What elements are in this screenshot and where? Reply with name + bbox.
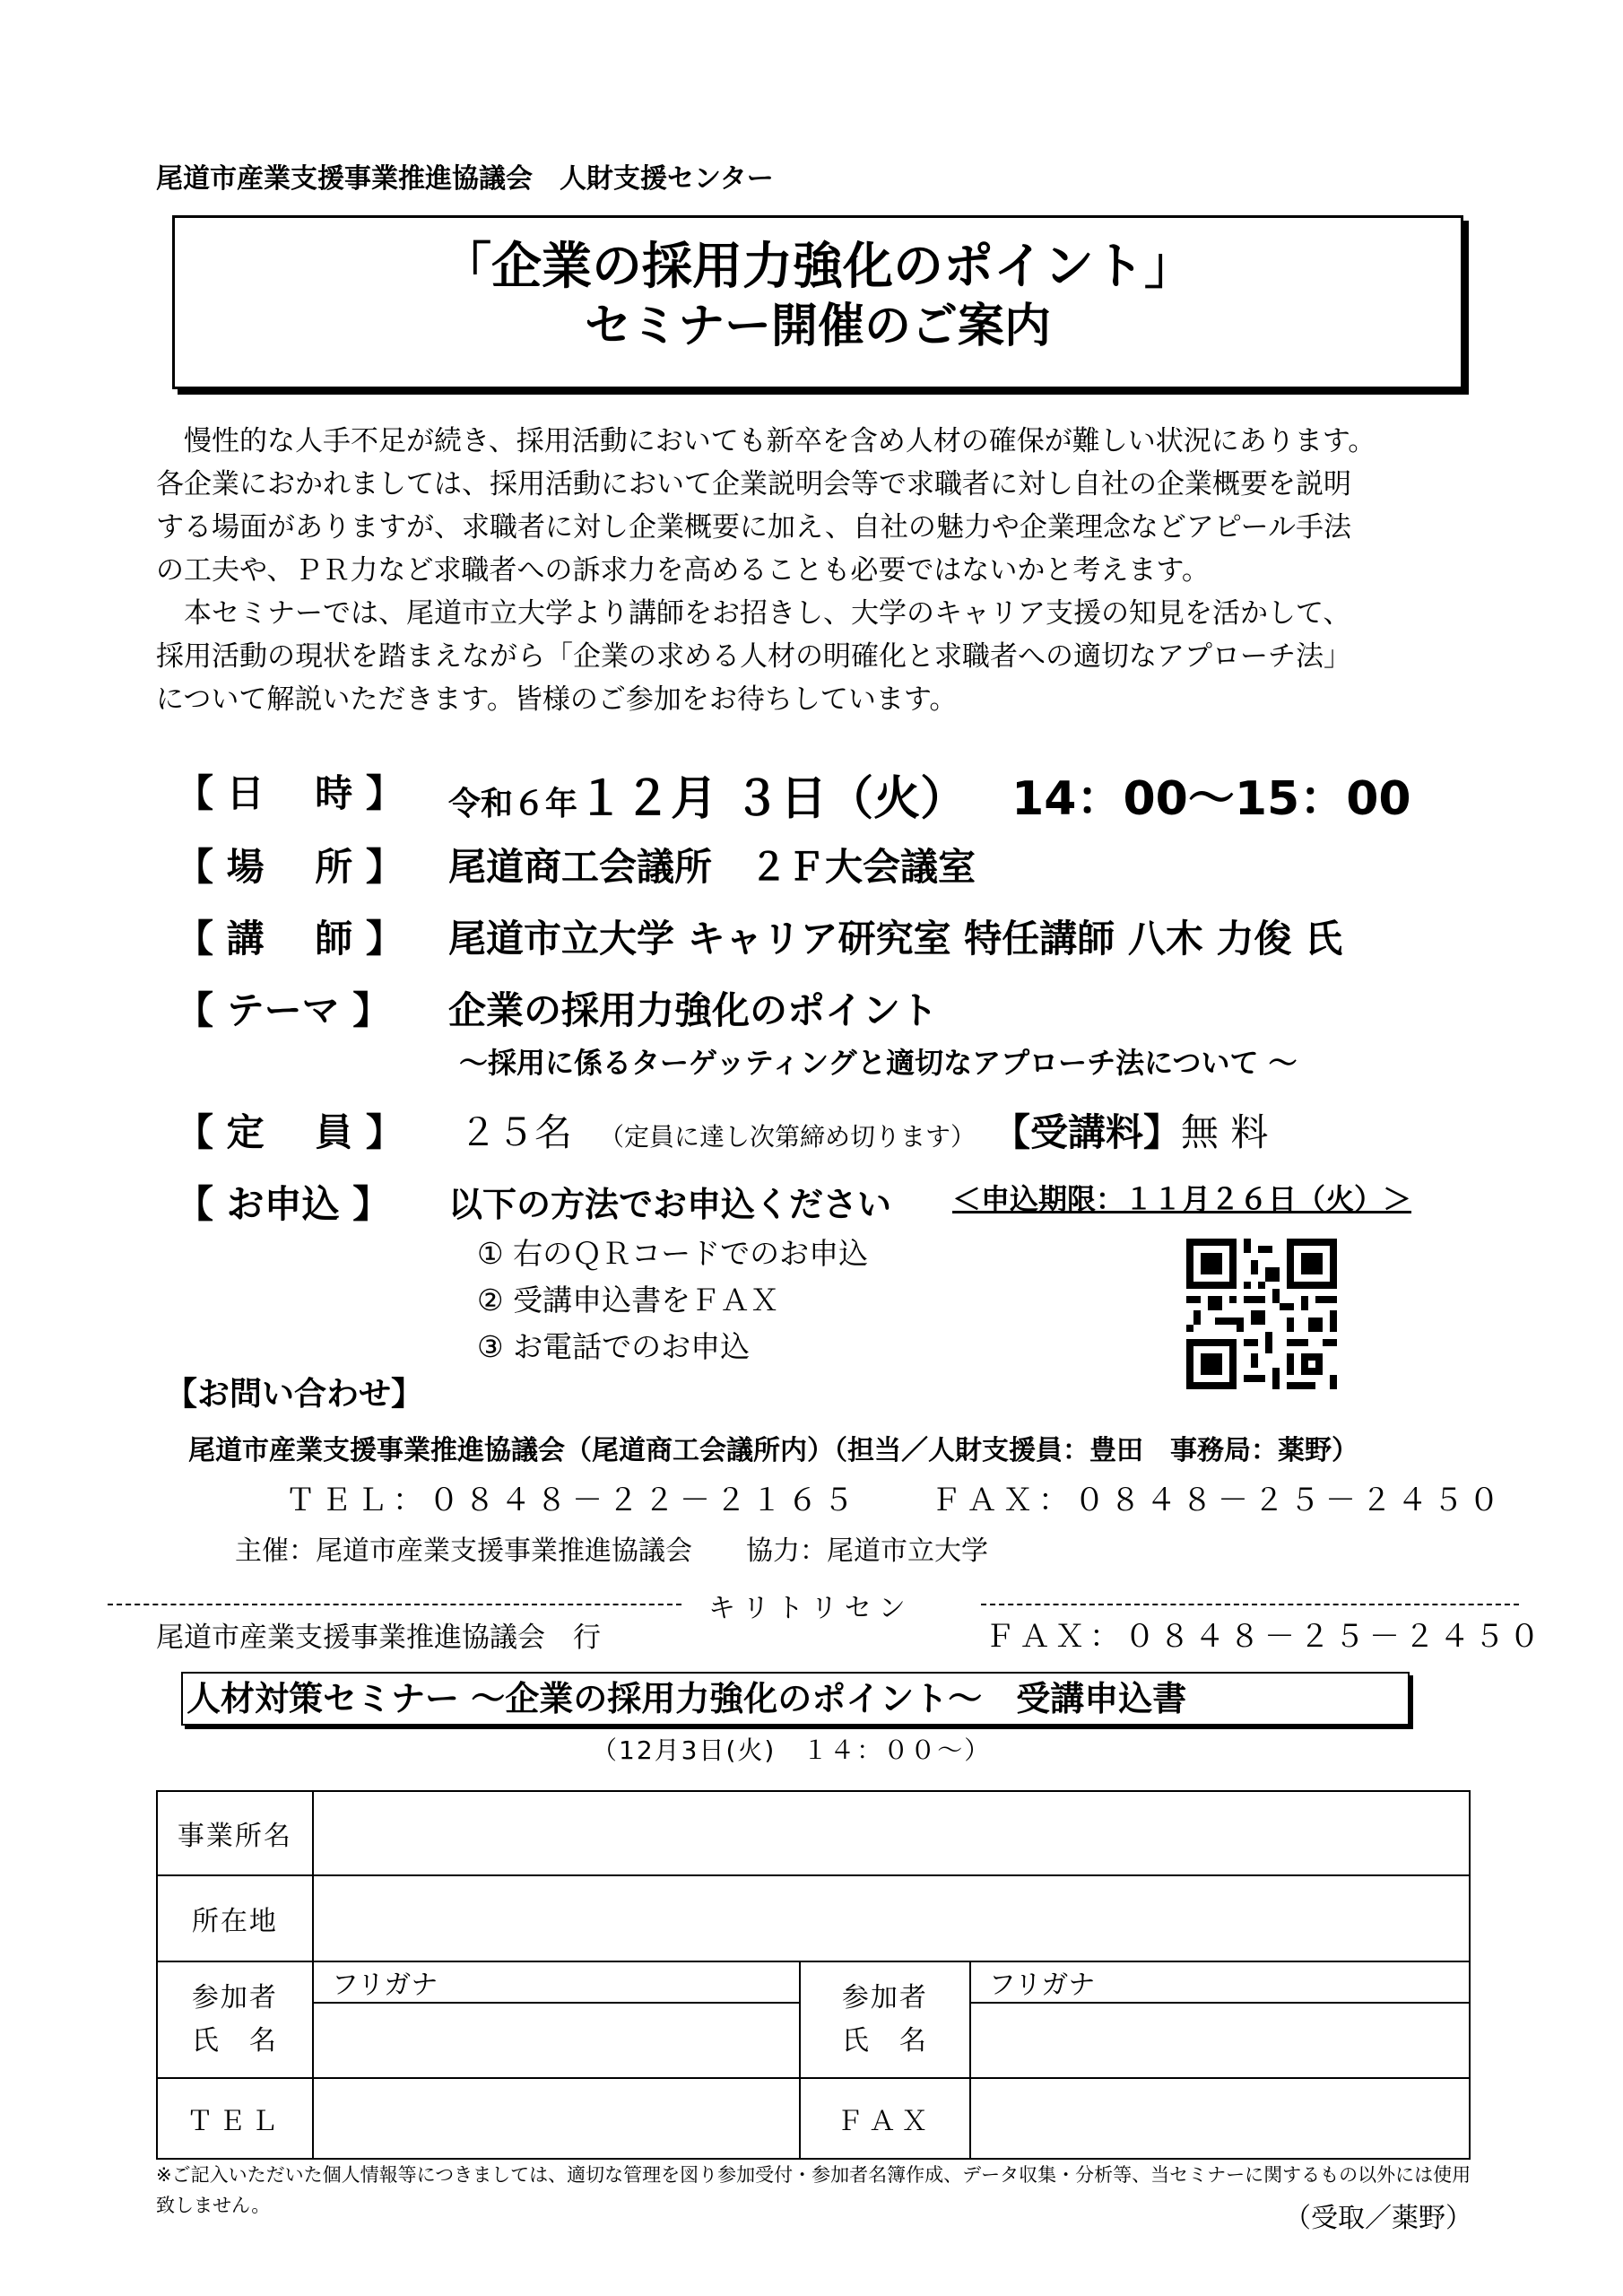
intro-line: 本セミナーでは、尾道市立大学より講師をお招きし、大学のキャリア支援の知見を活かして、: [156, 597, 1351, 630]
furigana-field-1[interactable]: フリガナ: [313, 1961, 800, 2003]
intro-line: の工夫や、ＰＲ力など求職者への訴求力を高めることも必要ではないかと考えます。: [156, 554, 1210, 587]
theme-label: 【 テーマ 】: [176, 988, 391, 1032]
form-date: （12月3日(火) １４：００～）: [592, 1735, 992, 1765]
fax-label: ＦＡＸ: [800, 2078, 970, 2159]
form-recipient: 尾道市産業支援事業推進協議会 行: [156, 1622, 601, 1654]
lecturer-label: 【 講 師 】: [176, 917, 404, 961]
name-field-2[interactable]: [970, 2003, 1470, 2078]
business-name-field[interactable]: [313, 1791, 1470, 1875]
qr-code-icon[interactable]: [1186, 1239, 1337, 1389]
contact-heading: 【お問い合わせ】: [165, 1376, 424, 1413]
page-subtitle: セミナー開催のご案内: [584, 300, 1051, 353]
date-prefix: 令和６年: [448, 786, 578, 822]
fee-value: 無 料: [1181, 1110, 1269, 1154]
date-time: 14：00～15：00: [1011, 772, 1411, 826]
intro-line: 採用活動の現状を踏まえながら「企業の求める人材の明確化と求職者への適切なアプローチ法」: [156, 640, 1351, 673]
intro-line: 各企業におかれましては、採用活動において企業説明会等で求職者に対し自社の企業概要を説明: [156, 468, 1351, 500]
apply-value: 以下の方法でお申込ください: [448, 1185, 892, 1224]
participant-text: 参加者: [841, 1982, 928, 2013]
table-row: [157, 1875, 1470, 1961]
capacity-count: ２５名: [459, 1110, 573, 1154]
cut-line-left: [108, 1604, 681, 1605]
organization-header: 尾道市産業支援事業推進協議会 人財支援センター: [156, 163, 774, 195]
form-fax-number: ＦＡＸ：０８４８－２５－２４５０: [985, 1619, 1544, 1655]
intro-text: [156, 420, 1483, 721]
theme-value: 企業の採用力強化のポイント: [448, 988, 939, 1032]
intro-line: について解説いただきます。皆様のご参加をお待ちしています。: [156, 683, 958, 716]
participant-label-1: [157, 1961, 313, 2078]
sponsor-text: 主催：尾道市産業支援事業推進協議会 協力：尾道市立大学: [235, 1535, 988, 1567]
address-field[interactable]: [313, 1875, 1470, 1961]
table-row: [157, 2078, 1470, 2159]
cut-line-right: [981, 1604, 1519, 1605]
capacity-note: （定員に達し次第締め切ります）: [599, 1122, 976, 1152]
place-label: 【 場 所 】: [176, 845, 404, 889]
apply-deadline: ＜申込期限：１１月２６日（火）＞: [952, 1182, 1412, 1216]
page-title: 「企業の採用力強化のポイント」: [441, 238, 1194, 296]
place-value: 尾道商工会議所 ２Ｆ大会議室: [448, 845, 976, 889]
capacity-label: 【 定 員 】: [176, 1110, 404, 1154]
participant-text: 参加者: [191, 1982, 278, 2013]
cut-line-text: キリトリセン: [708, 1593, 913, 1624]
form-title: 人材対策セミナー ～企業の採用力強化のポイント～ 受講申込書: [181, 1672, 1410, 1726]
method-item: ② 受講申込書をＦＡＸ: [477, 1283, 780, 1318]
capacity-value: [459, 1103, 1268, 1157]
fee-label: 【受講料】: [1011, 1110, 1182, 1154]
date-value: [448, 761, 1411, 828]
business-name-label: 事業所名: [157, 1791, 313, 1875]
name-text: 氏 名: [191, 2025, 278, 2057]
privacy-note: ※ご記入いただいた個人情報等につきましては、適切な管理を図り参加受付・参加者名簿作成、データ収集・分析等、当セミナーに関するもの以外には使用致しません。: [156, 2164, 1471, 2216]
intro-line: する場面がありますが、求職者に対し企業概要に加え、自社の魅力や企業理念などアピール手法: [156, 511, 1351, 544]
intro-line: 慢性的な人手不足が続き、採用活動においても新卒を含め人材の確保が難しい状況にあります。: [156, 425, 1376, 457]
participant-label-2: [800, 1961, 970, 2078]
theme-subtitle: ～採用に係るターゲッティングと適切なアプローチ法について ～: [459, 1046, 1298, 1080]
furigana-field-2[interactable]: フリガナ: [970, 1961, 1470, 2003]
tel-label: ＴＥＬ: [157, 2078, 313, 2159]
method-item: ① 右のＱＲコードでのお申込: [477, 1236, 869, 1271]
lecturer-value: 尾道市立大学 キャリア研究室 特任講師 八木 力俊 氏: [448, 917, 1343, 961]
date-main: １２月 ３日（火）: [577, 772, 968, 826]
name-text: 氏 名: [841, 2025, 928, 2057]
tel-field[interactable]: [313, 2078, 800, 2159]
address-label: 所在地: [157, 1875, 313, 1961]
table-row: [157, 1961, 1470, 2003]
date-label: 【 日 時 】: [176, 771, 404, 815]
name-field-1[interactable]: [313, 2003, 800, 2078]
method-item: ③ お電話でのお申込: [477, 1329, 751, 1364]
receipt-text: （受取／薬野）: [1284, 2203, 1472, 2234]
fax-field[interactable]: [970, 2078, 1470, 2159]
table-row: [157, 1791, 1470, 1875]
contact-organization: 尾道市産業支援事業推進協議会（尾道商工会議所内）（担当／人財支援員：豊田 事務局：薬野）: [188, 1435, 1358, 1466]
apply-label: 【 お申込 】: [176, 1182, 391, 1226]
contact-tel-fax: ＴＥＬ：０８４８－２２－２１６５ ＦＡＸ：０８４８－２５－２４５０: [285, 1483, 1505, 1518]
title-box: [172, 215, 1463, 389]
application-form-table: [156, 1790, 1471, 2160]
